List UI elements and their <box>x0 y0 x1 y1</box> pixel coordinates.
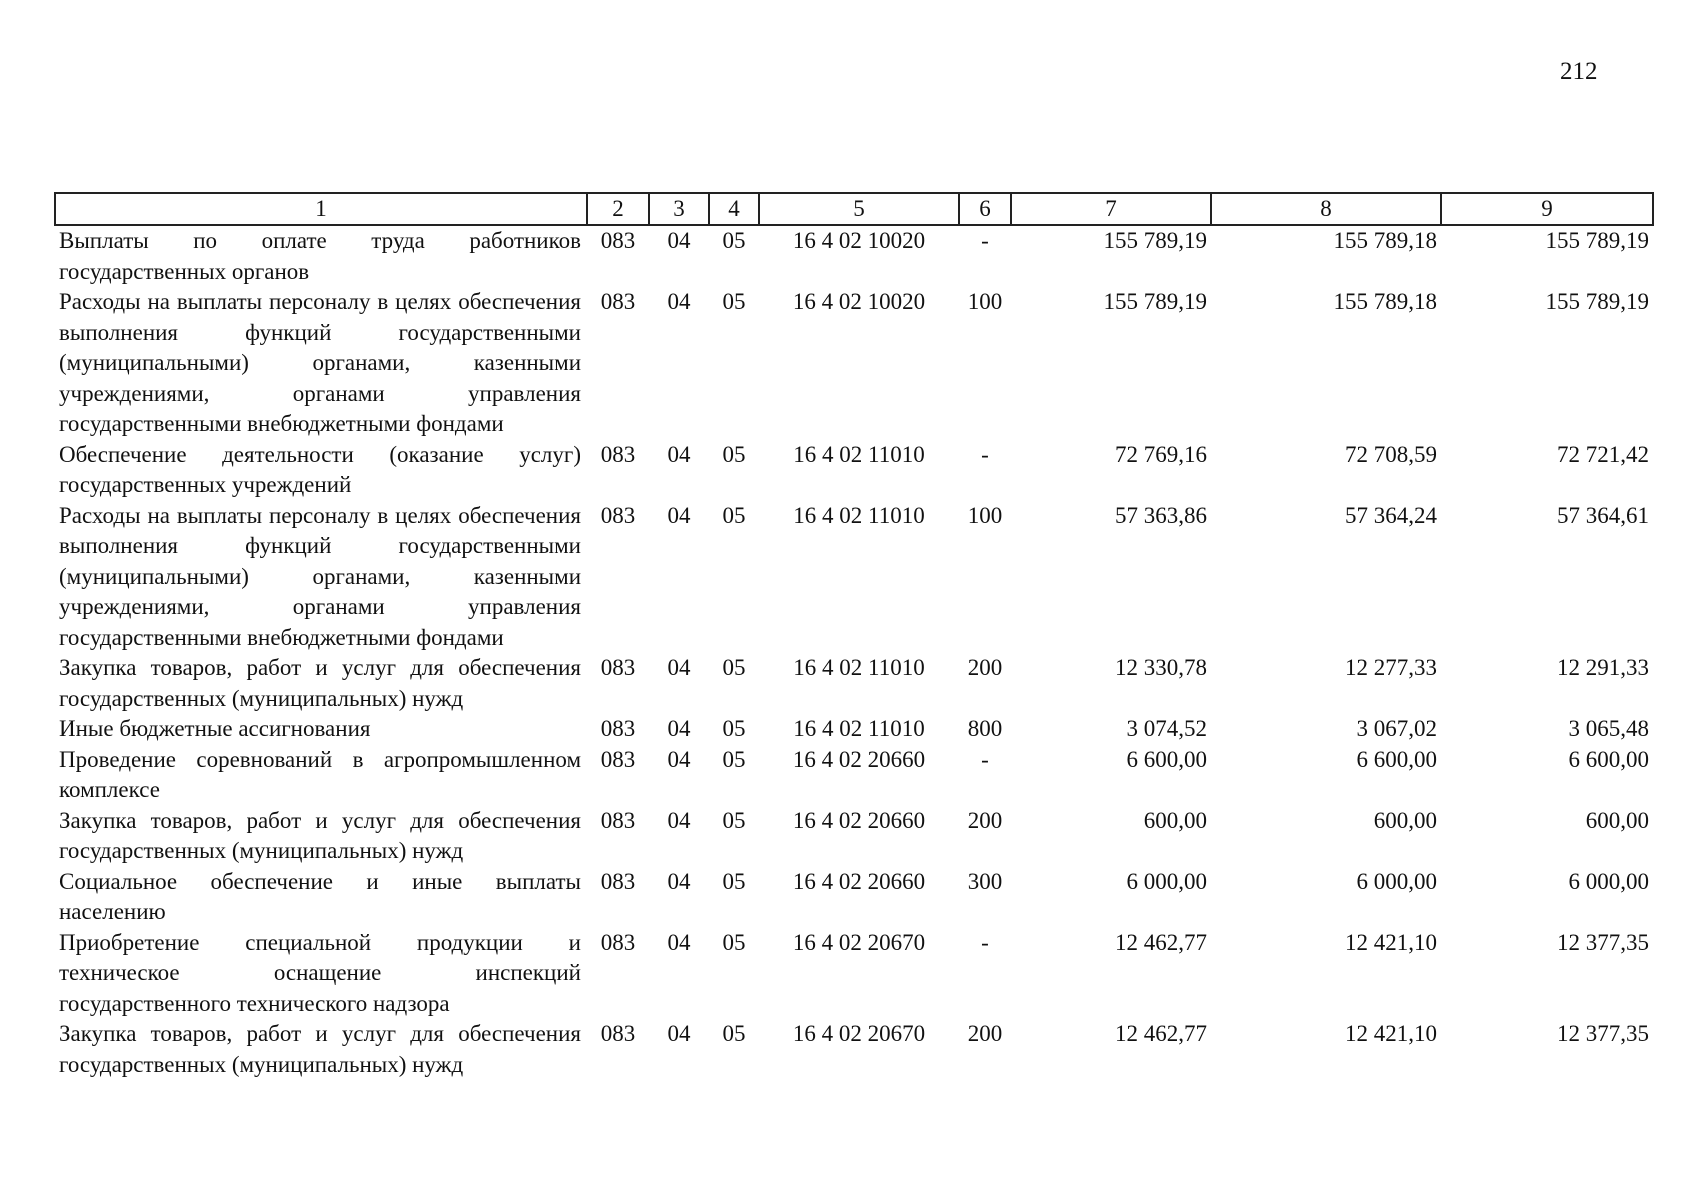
amount-col-9: 6 000,00 <box>1568 868 1649 894</box>
code-ministry: 083 <box>600 807 636 833</box>
code-target-article: 16 4 02 20670 <box>792 1021 926 1046</box>
code-target-article: 16 4 02 20660 <box>792 746 926 772</box>
amount-col-8: 155 789,18 <box>1333 228 1437 253</box>
code-section: 04 <box>667 655 691 680</box>
code-target-article: 16 4 02 20660 <box>792 868 926 894</box>
amount-col-8: 600,00 <box>1373 807 1437 833</box>
item-name: Расходы на выплаты персоналу в целях обеспечения выполнения функций государственными (муниципальными) органами, казенными учреждениями, органами управления государственными внебюджетными фондами <box>59 502 581 650</box>
amount-col-8: 12 277,33 <box>1345 655 1437 680</box>
header-col-8: 8 <box>1211 193 1441 225</box>
code-expense-type: - <box>981 929 989 955</box>
code-section: 04 <box>667 746 691 772</box>
code-ministry: 083 <box>600 929 636 955</box>
table-row <box>55 501 1653 654</box>
amount-col-8: 12 421,10 <box>1345 1021 1437 1046</box>
amount-col-9: 155 789,19 <box>1545 228 1649 253</box>
code-target-article: 16 4 02 11010 <box>793 655 925 680</box>
amount-col-7: 12 330,78 <box>1115 655 1207 680</box>
amount-col-7: 6 000,00 <box>1126 868 1207 894</box>
code-target-article: 16 4 02 20670 <box>792 929 926 955</box>
amount-col-8: 3 067,02 <box>1356 716 1437 741</box>
code-ministry: 083 <box>600 716 636 741</box>
code-section: 04 <box>667 716 691 741</box>
amount-col-7: 72 769,16 <box>1115 441 1207 467</box>
code-section: 04 <box>667 441 691 467</box>
code-target-article: 16 4 02 11010 <box>793 716 925 741</box>
amount-col-7: 12 462,77 <box>1115 1021 1207 1046</box>
code-ministry: 083 <box>600 502 636 528</box>
code-subsection: 05 <box>722 228 746 253</box>
code-target-article: 16 4 02 10020 <box>792 228 926 253</box>
code-expense-type: 300 <box>967 868 1003 894</box>
code-target-article: 16 4 02 10020 <box>792 289 926 314</box>
code-expense-type: 800 <box>967 716 1003 741</box>
code-ministry: 083 <box>600 868 636 894</box>
table-row <box>55 1019 1653 1080</box>
amount-col-9: 155 789,19 <box>1545 289 1649 314</box>
code-expense-type: 200 <box>967 807 1003 833</box>
code-ministry: 083 <box>600 441 636 467</box>
amount-col-8: 6 600,00 <box>1356 746 1437 772</box>
code-subsection: 05 <box>722 655 746 680</box>
table-row <box>55 440 1653 501</box>
code-target-article: 16 4 02 20660 <box>792 807 926 833</box>
item-name: Социальное обеспечение и иные выплаты населению <box>59 868 581 924</box>
code-subsection: 05 <box>722 502 746 528</box>
header-col-4: 4 <box>709 193 759 225</box>
amount-col-7: 600,00 <box>1143 807 1207 833</box>
code-expense-type: 100 <box>967 289 1003 314</box>
table-body <box>55 225 1653 1080</box>
header-col-9: 9 <box>1441 193 1653 225</box>
code-expense-type: - <box>981 746 989 772</box>
page-number: 212 <box>1560 58 1598 85</box>
table-row <box>55 287 1653 440</box>
header-col-5: 5 <box>759 193 959 225</box>
item-name: Закупка товаров, работ и услуг для обеспечения государственных (муниципальных) нужд <box>59 1021 581 1077</box>
code-ministry: 083 <box>600 746 636 772</box>
table-row <box>55 225 1653 287</box>
amount-col-7: 6 600,00 <box>1126 746 1207 772</box>
header-col-2: 2 <box>587 193 649 225</box>
code-section: 04 <box>667 929 691 955</box>
amount-col-7: 155 789,19 <box>1103 289 1207 314</box>
item-name: Проведение соревнований в агропромышленном комплексе <box>59 746 581 802</box>
item-name: Приобретение специальной продукции и техническое оснащение инспекций государственного технического надзора <box>59 929 581 1016</box>
table-row <box>55 806 1653 867</box>
header-col-7: 7 <box>1011 193 1211 225</box>
item-name: Закупка товаров, работ и услуг для обеспечения государственных (муниципальных) нужд <box>59 807 581 863</box>
code-subsection: 05 <box>722 716 746 741</box>
header-col-1: 1 <box>55 193 587 225</box>
item-name: Расходы на выплаты персоналу в целях обеспечения выполнения функций государственными (муниципальными) органами, казенными учреждениями, органами управления государственными внебюджетными фондами <box>59 289 581 436</box>
table-row <box>55 745 1653 806</box>
amount-col-9: 3 065,48 <box>1568 716 1649 741</box>
amount-col-8: 57 364,24 <box>1345 502 1437 528</box>
amount-col-8: 6 000,00 <box>1356 868 1437 894</box>
code-target-article: 16 4 02 11010 <box>793 441 925 467</box>
code-section: 04 <box>667 502 691 528</box>
code-expense-type: - <box>981 228 989 253</box>
amount-col-7: 155 789,19 <box>1103 228 1207 253</box>
amount-col-9: 72 721,42 <box>1557 441 1649 467</box>
code-expense-type: 200 <box>967 1021 1003 1046</box>
code-ministry: 083 <box>600 289 636 314</box>
item-name: Иные бюджетные ассигнования <box>59 716 371 741</box>
amount-col-8: 72 708,59 <box>1345 441 1437 467</box>
code-section: 04 <box>667 1021 691 1046</box>
code-subsection: 05 <box>722 441 746 467</box>
code-section: 04 <box>667 807 691 833</box>
amount-col-9: 57 364,61 <box>1557 502 1649 528</box>
header-col-3: 3 <box>649 193 709 225</box>
code-subsection: 05 <box>722 1021 746 1046</box>
code-ministry: 083 <box>600 1021 636 1046</box>
code-subsection: 05 <box>722 289 746 314</box>
table-header-row <box>55 193 1653 225</box>
code-ministry: 083 <box>600 655 636 680</box>
code-expense-type: - <box>981 441 989 467</box>
code-subsection: 05 <box>722 807 746 833</box>
amount-col-9: 6 600,00 <box>1568 746 1649 772</box>
code-section: 04 <box>667 228 691 253</box>
amount-col-9: 600,00 <box>1585 807 1649 833</box>
code-subsection: 05 <box>722 929 746 955</box>
item-name: Обеспечение деятельности (оказание услуг) государственных учреждений <box>59 441 581 497</box>
item-name: Выплаты по оплате труда работников государственных органов <box>59 228 581 284</box>
code-ministry: 083 <box>600 228 636 253</box>
code-expense-type: 100 <box>967 502 1003 528</box>
code-section: 04 <box>667 289 691 314</box>
table-row <box>55 653 1653 714</box>
amount-col-9: 12 291,33 <box>1557 655 1649 680</box>
code-subsection: 05 <box>722 746 746 772</box>
item-name: Закупка товаров, работ и услуг для обеспечения государственных (муниципальных) нужд <box>59 655 581 711</box>
table-row <box>55 867 1653 928</box>
amount-col-9: 12 377,35 <box>1557 1021 1649 1046</box>
code-subsection: 05 <box>722 868 746 894</box>
amount-col-7: 3 074,52 <box>1126 716 1207 741</box>
amount-col-8: 12 421,10 <box>1345 929 1437 955</box>
budget-table <box>54 192 1654 1080</box>
table-row <box>55 928 1653 1020</box>
table-row <box>55 714 1653 745</box>
amount-col-9: 12 377,35 <box>1557 929 1649 955</box>
amount-col-8: 155 789,18 <box>1333 289 1437 314</box>
code-target-article: 16 4 02 11010 <box>793 502 925 528</box>
amount-col-7: 12 462,77 <box>1115 929 1207 955</box>
code-expense-type: 200 <box>967 655 1003 680</box>
header-col-6: 6 <box>959 193 1011 225</box>
code-section: 04 <box>667 868 691 894</box>
amount-col-7: 57 363,86 <box>1115 502 1207 528</box>
